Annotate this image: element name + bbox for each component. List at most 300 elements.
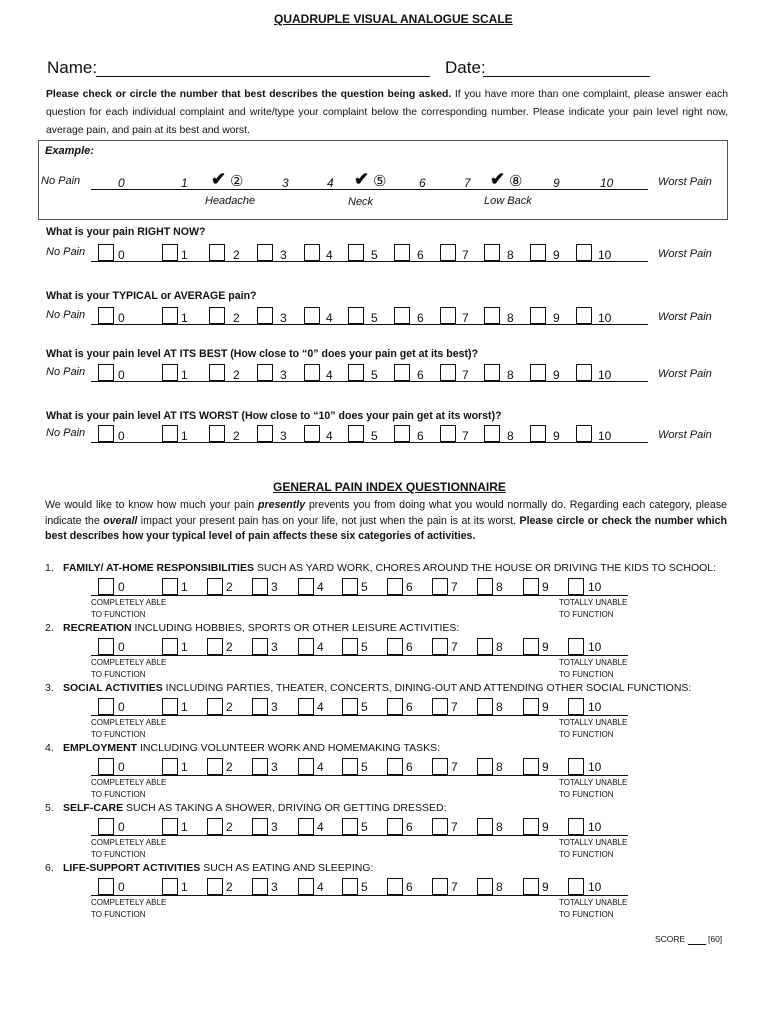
vas-scale-number: 4: [326, 248, 333, 262]
gpi-category-title: RECREATION: [63, 622, 132, 634]
vas-question: What is your pain level AT ITS WORST (How close to “10” does your pain get at its worst)?: [46, 410, 502, 422]
vas-checkbox[interactable]: [576, 244, 592, 261]
gpi-scale-number: 3: [271, 820, 278, 834]
gpi-checkbox[interactable]: [207, 698, 223, 715]
date-label: Date:: [445, 58, 486, 77]
gpi-checkbox[interactable]: [523, 818, 539, 835]
gpi-scale-number: 2: [226, 820, 233, 834]
example-scale-number: 6: [419, 176, 426, 190]
gpi-right-label-2: TO FUNCTION: [559, 790, 614, 799]
vas-scale-number: 2: [233, 248, 240, 262]
gpi-checkbox[interactable]: [523, 878, 539, 895]
gpi-checkbox[interactable]: [98, 638, 114, 655]
gpi-scale-line: [91, 775, 628, 776]
vas-checkbox[interactable]: [348, 364, 364, 381]
vas-scale-number: 4: [326, 311, 333, 325]
vas-scale-number: 8: [507, 311, 514, 325]
vas-scale-number: 5: [371, 248, 378, 262]
gpi-right-label-1: TOTALLY UNABLE: [559, 898, 628, 907]
gpi-checkbox[interactable]: [98, 878, 114, 895]
gpi-category-5: [45, 802, 447, 814]
vas-checkbox[interactable]: [440, 364, 456, 381]
gpi-checkbox[interactable]: [568, 758, 584, 775]
vas-checkbox[interactable]: [209, 244, 225, 261]
gpi-right-label-1: TOTALLY UNABLE: [559, 658, 628, 667]
gpi-scale-number: 10: [588, 760, 602, 774]
gpi-scale-number: 0: [118, 700, 125, 714]
gpi-category-2: [45, 622, 459, 634]
vas-scale-line: [91, 381, 648, 382]
vas-scale-number: 0: [118, 248, 125, 262]
gpi-left-label-2: TO FUNCTION: [91, 670, 146, 679]
gpi-scale-number: 3: [271, 580, 278, 594]
gpi-category-6: [45, 862, 373, 874]
vas-scale-number: 9: [553, 429, 560, 443]
example-scale-number: 9: [553, 176, 560, 190]
vas-scale-number: 10: [598, 368, 612, 382]
gpi-left-label-1: COMPLETELY ABLE: [91, 598, 167, 607]
gpi-checkbox[interactable]: [252, 698, 268, 715]
vas-no-pain-label: No Pain: [46, 427, 86, 439]
vas-scale-number: 3: [280, 248, 287, 262]
gpi-scale-number: 2: [226, 760, 233, 774]
vas-checkbox[interactable]: [257, 364, 273, 381]
gpi-checkbox[interactable]: [477, 578, 493, 595]
gpi-category-desc: SUCH AS TAKING A SHOWER, DRIVING OR GETTING DRESSED:: [123, 802, 447, 814]
gpi-checkbox[interactable]: [252, 878, 268, 895]
example-check-icon: ✔: [490, 169, 506, 189]
gpi-scale-number: 6: [406, 640, 413, 654]
vas-checkbox[interactable]: [257, 425, 273, 442]
gpi-scale-number: 1: [181, 820, 188, 834]
gpi-instructions: [45, 498, 727, 545]
vas-checkbox[interactable]: [440, 244, 456, 261]
vas-scale-number: 2: [233, 429, 240, 443]
gpi-scale-number: 2: [226, 640, 233, 654]
gpi-scale-number: 9: [542, 580, 549, 594]
instructions-bold: Please check or circle the number that best describes the question being asked.: [46, 89, 452, 100]
vas-scale-line: [91, 261, 648, 262]
gpi-scale-number: 10: [588, 580, 602, 594]
vas-checkbox[interactable]: [257, 307, 273, 324]
gpi-category-desc: INCLUDING PARTIES, THEATER, CONCERTS, DINING-OUT AND ATTENDING OTHER SOCIAL FUNCTIONS:: [162, 682, 692, 694]
gpi-scale-number: 8: [496, 760, 503, 774]
gpi-scale-number: 2: [226, 700, 233, 714]
vas-checkbox[interactable]: [209, 364, 225, 381]
gpi-checkbox[interactable]: [298, 878, 314, 895]
gpi-checkbox[interactable]: [162, 758, 178, 775]
gpi-scale-number: 3: [271, 760, 278, 774]
gpi-checkbox[interactable]: [342, 638, 358, 655]
gpi-scale-number: 10: [588, 640, 602, 654]
vas-checkbox[interactable]: [576, 425, 592, 442]
vas-scale-number: 5: [371, 429, 378, 443]
gpi-scale-number: 4: [317, 820, 324, 834]
vas-checkbox[interactable]: [348, 244, 364, 261]
vas-scale-line: [91, 442, 648, 443]
score-max: [60]: [707, 934, 723, 944]
vas-checkbox[interactable]: [484, 364, 500, 381]
gpi-scale-number: 4: [317, 640, 324, 654]
gpi-left-label-1: COMPLETELY ABLE: [91, 838, 167, 847]
vas-worst-pain-label: Worst Pain: [658, 248, 712, 260]
gpi-scale-number: 9: [542, 820, 549, 834]
instructions: [46, 86, 728, 140]
gpi-checkbox[interactable]: [523, 638, 539, 655]
vas-scale-number: 9: [553, 311, 560, 325]
vas-checkbox[interactable]: [394, 244, 410, 261]
vas-scale-number: 7: [462, 311, 469, 325]
gpi-checkbox[interactable]: [207, 758, 223, 775]
vas-worst-pain-label: Worst Pain: [658, 311, 712, 323]
vas-scale-number: 6: [417, 311, 424, 325]
instructions-rest: If you have more than one complaint, please answer each question for each individual complaint and write/type your complaint below the corresponding number. Please indicate your pain level right now, average pain, and pain at its best and worst.: [46, 89, 728, 136]
vas-checkbox[interactable]: [162, 307, 178, 324]
vas-checkbox[interactable]: [394, 364, 410, 381]
vas-scale-number: 2: [233, 311, 240, 325]
gpi-checkbox[interactable]: [387, 758, 403, 775]
vas-checkbox[interactable]: [348, 307, 364, 324]
gpi-scale-number: 5: [361, 580, 368, 594]
example-circled-number: ⑤: [373, 173, 387, 190]
vas-question: What is your pain level AT ITS BEST (How close to “0” does your pain get at its best)?: [46, 348, 479, 360]
gpi-scale-number: 7: [451, 580, 458, 594]
gpi-scale-number: 8: [496, 700, 503, 714]
vas-checkbox[interactable]: [576, 307, 592, 324]
gpi-checkbox[interactable]: [477, 638, 493, 655]
gpi-category-desc: INCLUDING HOBBIES, SPORTS OR OTHER LEISURE ACTIVITIES:: [131, 622, 460, 634]
vas-scale-number: 4: [326, 429, 333, 443]
gpi-scale-number: 7: [451, 640, 458, 654]
gpi-checkbox[interactable]: [98, 698, 114, 715]
gpi-scale-line: [91, 715, 628, 716]
gpi-checkbox[interactable]: [432, 578, 448, 595]
example-scale-number: 0: [118, 176, 125, 190]
vas-scale-number: 0: [118, 368, 125, 382]
vas-worst-pain-label: Worst Pain: [658, 429, 712, 441]
gpi-right-label-1: TOTALLY UNABLE: [559, 838, 628, 847]
gpi-checkbox[interactable]: [568, 638, 584, 655]
example-check-icon: ✔: [211, 169, 227, 189]
vas-checkbox[interactable]: [162, 244, 178, 261]
vas-checkbox[interactable]: [98, 364, 114, 381]
gpi-checkbox[interactable]: [342, 758, 358, 775]
vas-checkbox[interactable]: [484, 244, 500, 261]
gpi-category-number: 4.: [45, 742, 54, 754]
vas-scale-number: 2: [233, 368, 240, 382]
example-no-pain: No Pain: [41, 175, 81, 187]
date-field[interactable]: [483, 76, 650, 77]
gpi-scale-number: 1: [181, 580, 188, 594]
gpi-scale-number: 7: [451, 880, 458, 894]
gpi-checkbox[interactable]: [162, 698, 178, 715]
gpi-checkbox[interactable]: [207, 638, 223, 655]
gpi-checkbox[interactable]: [298, 758, 314, 775]
example-scale-number: 1: [181, 176, 188, 190]
gpi-checkbox[interactable]: [252, 578, 268, 595]
gpi-checkbox[interactable]: [477, 698, 493, 715]
gpi-checkbox[interactable]: [252, 758, 268, 775]
example-complaint-label: Neck: [348, 196, 374, 208]
gpi-checkbox[interactable]: [342, 878, 358, 895]
vas-checkbox[interactable]: [98, 307, 114, 324]
gpi-checkbox[interactable]: [98, 758, 114, 775]
gpi-scale-number: 0: [118, 820, 125, 834]
gpi-category-title: SOCIAL ACTIVITIES: [63, 682, 163, 694]
gpi-checkbox[interactable]: [568, 698, 584, 715]
gpi-scale-number: 4: [317, 580, 324, 594]
vas-checkbox[interactable]: [304, 307, 320, 324]
gpi-category-number: 1.: [45, 562, 54, 574]
gpi-intro-f: Please circle or check the number which best describes how your typical level of pain affects these six categories of activities.: [45, 514, 727, 542]
gpi-scale-number: 2: [226, 580, 233, 594]
gpi-scale-number: 9: [542, 700, 549, 714]
gpi-category-title: SELF-CARE: [63, 802, 124, 814]
gpi-checkbox[interactable]: [162, 878, 178, 895]
gpi-left-label-1: COMPLETELY ABLE: [91, 778, 167, 787]
gpi-checkbox[interactable]: [523, 758, 539, 775]
gpi-checkbox[interactable]: [342, 818, 358, 835]
gpi-scale-number: 8: [496, 580, 503, 594]
vas-checkbox[interactable]: [530, 307, 546, 324]
gpi-scale-number: 8: [496, 880, 503, 894]
gpi-checkbox[interactable]: [207, 578, 223, 595]
vas-checkbox[interactable]: [257, 244, 273, 261]
gpi-checkbox[interactable]: [162, 818, 178, 835]
gpi-checkbox[interactable]: [432, 878, 448, 895]
vas-scale-number: 8: [507, 368, 514, 382]
gpi-right-label-1: TOTALLY UNABLE: [559, 718, 628, 727]
gpi-scale-number: 9: [542, 760, 549, 774]
gpi-right-label-2: TO FUNCTION: [559, 730, 614, 739]
gpi-checkbox[interactable]: [432, 758, 448, 775]
score-blank[interactable]: [688, 934, 706, 945]
gpi-intro-e: impact your present pain has on your life, not just when the pain is at its worst.: [137, 514, 520, 527]
vas-checkbox[interactable]: [394, 425, 410, 442]
vas-scale-number: 9: [553, 368, 560, 382]
gpi-scale-number: 10: [588, 700, 602, 714]
gpi-checkbox[interactable]: [432, 818, 448, 835]
vas-no-pain-label: No Pain: [46, 309, 86, 321]
gpi-scale-line: [91, 835, 628, 836]
gpi-intro-c: prevents you from doing what you would normally do. Regarding each category, please indicate the: [45, 499, 728, 527]
example-scale-line: [91, 189, 648, 190]
vas-scale-number: 9: [553, 248, 560, 262]
gpi-scale-number: 6: [406, 880, 413, 894]
vas-checkbox[interactable]: [440, 425, 456, 442]
gpi-checkbox[interactable]: [523, 698, 539, 715]
gpi-scale-number: 0: [118, 880, 125, 894]
gpi-checkbox[interactable]: [387, 578, 403, 595]
gpi-checkbox[interactable]: [387, 698, 403, 715]
vas-scale-number: 10: [598, 248, 612, 262]
gpi-scale-number: 0: [118, 580, 125, 594]
gpi-intro-b: presently: [257, 499, 306, 511]
vas-scale-number: 0: [118, 429, 125, 443]
score-label: SCORE: [655, 934, 686, 944]
vas-scale-number: 5: [371, 368, 378, 382]
gpi-scale-number: 4: [317, 760, 324, 774]
gpi-checkbox[interactable]: [432, 698, 448, 715]
gpi-scale-number: 4: [317, 700, 324, 714]
vas-checkbox[interactable]: [348, 425, 364, 442]
vas-checkbox[interactable]: [98, 244, 114, 261]
vas-scale-number: 3: [280, 429, 287, 443]
gpi-scale-number: 1: [181, 640, 188, 654]
gpi-category-3: [45, 682, 691, 694]
vas-checkbox[interactable]: [484, 307, 500, 324]
vas-scale-number: 6: [417, 368, 424, 382]
gpi-checkbox[interactable]: [523, 578, 539, 595]
gpi-category-desc: SUCH AS YARD WORK, CHORES AROUND THE HOUSE OR DRIVING THE KIDS TO SCHOOL:: [253, 562, 717, 574]
vas-checkbox[interactable]: [530, 244, 546, 261]
gpi-category-number: 2.: [45, 622, 54, 634]
gpi-right-label-1: TOTALLY UNABLE: [559, 598, 628, 607]
score-row: [655, 934, 722, 945]
gpi-scale-line: [91, 595, 628, 596]
vas-scale-number: 7: [462, 429, 469, 443]
vas-checkbox[interactable]: [209, 425, 225, 442]
gpi-checkbox[interactable]: [252, 818, 268, 835]
gpi-intro-d: overall: [103, 514, 138, 527]
gpi-checkbox[interactable]: [387, 818, 403, 835]
example-worst-pain: Worst Pain: [658, 176, 712, 188]
vas-checkbox[interactable]: [530, 364, 546, 381]
vas-scale-number: 4: [326, 368, 333, 382]
gpi-scale-number: 2: [226, 880, 233, 894]
gpi-right-label-2: TO FUNCTION: [559, 850, 614, 859]
gpi-scale-number: 10: [588, 880, 602, 894]
gpi-checkbox[interactable]: [477, 758, 493, 775]
vas-scale-number: 10: [598, 311, 612, 325]
gpi-checkbox[interactable]: [568, 818, 584, 835]
gpi-checkbox[interactable]: [98, 818, 114, 835]
gpi-checkbox[interactable]: [298, 818, 314, 835]
gpi-checkbox[interactable]: [298, 698, 314, 715]
vas-scale-number: 7: [462, 248, 469, 262]
gpi-checkbox[interactable]: [207, 878, 223, 895]
gpi-scale-number: 1: [181, 700, 188, 714]
gpi-scale-number: 5: [361, 760, 368, 774]
vas-scale-number: 7: [462, 368, 469, 382]
vas-checkbox[interactable]: [209, 307, 225, 324]
gpi-checkbox[interactable]: [162, 638, 178, 655]
gpi-left-label-1: COMPLETELY ABLE: [91, 718, 167, 727]
gpi-scale-number: 1: [181, 880, 188, 894]
vas-scale-number: 8: [507, 248, 514, 262]
vas-scale-number: 6: [417, 248, 424, 262]
vas-question: What is your TYPICAL or AVERAGE pain?: [46, 290, 257, 302]
vas-checkbox[interactable]: [98, 425, 114, 442]
gpi-checkbox[interactable]: [252, 638, 268, 655]
gpi-scale-number: 3: [271, 700, 278, 714]
gpi-scale-number: 5: [361, 640, 368, 654]
gpi-right-label-1: TOTALLY UNABLE: [559, 778, 628, 787]
gpi-category-desc: INCLUDING VOLUNTEER WORK AND HOMEMAKING TASKS:: [137, 742, 441, 754]
vas-scale-number: 1: [181, 311, 188, 325]
vas-checkbox[interactable]: [304, 425, 320, 442]
gpi-scale-number: 3: [271, 880, 278, 894]
vas-no-pain-label: No Pain: [46, 366, 86, 378]
gpi-checkbox[interactable]: [342, 698, 358, 715]
gpi-checkbox[interactable]: [568, 578, 584, 595]
vas-checkbox[interactable]: [304, 364, 320, 381]
gpi-scale-number: 1: [181, 760, 188, 774]
gpi-scale-number: 3: [271, 640, 278, 654]
vas-scale-number: 8: [507, 429, 514, 443]
example-check-icon: ✔: [354, 169, 370, 189]
gpi-scale-number: 6: [406, 820, 413, 834]
gpi-checkbox[interactable]: [477, 878, 493, 895]
gpi-left-label-1: COMPLETELY ABLE: [91, 898, 167, 907]
vas-question: What is your pain RIGHT NOW?: [46, 226, 206, 238]
gpi-checkbox[interactable]: [98, 578, 114, 595]
page-title: QUADRUPLE VISUAL ANALOGUE SCALE: [274, 12, 513, 26]
example-scale-number: 4: [327, 176, 334, 190]
gpi-scale-number: 6: [406, 700, 413, 714]
gpi-left-label-1: COMPLETELY ABLE: [91, 658, 167, 667]
gpi-scale-number: 0: [118, 640, 125, 654]
gpi-left-label-2: TO FUNCTION: [91, 790, 146, 799]
gpi-scale-number: 7: [451, 760, 458, 774]
gpi-scale-number: 7: [451, 820, 458, 834]
vas-checkbox[interactable]: [304, 244, 320, 261]
gpi-scale-number: 9: [542, 640, 549, 654]
gpi-right-label-2: TO FUNCTION: [559, 610, 614, 619]
example-scale-number: 7: [464, 176, 471, 190]
gpi-checkbox[interactable]: [387, 638, 403, 655]
gpi-scale-number: 9: [542, 880, 549, 894]
gpi-scale-number: 5: [361, 700, 368, 714]
vas-scale-line: [91, 324, 648, 325]
gpi-checkbox[interactable]: [477, 818, 493, 835]
gpi-category-title: EMPLOYMENT: [63, 742, 138, 754]
vas-checkbox[interactable]: [440, 307, 456, 324]
gpi-right-label-2: TO FUNCTION: [559, 910, 614, 919]
gpi-scale-number: 4: [317, 880, 324, 894]
gpi-category-1: [45, 562, 716, 574]
gpi-right-label-2: TO FUNCTION: [559, 670, 614, 679]
gpi-scale-line: [91, 655, 628, 656]
gpi-scale-number: 8: [496, 640, 503, 654]
gpi-category-number: 6.: [45, 862, 54, 874]
gpi-category-number: 3.: [45, 682, 54, 694]
vas-scale-number: 1: [181, 248, 188, 262]
gpi-checkbox[interactable]: [298, 638, 314, 655]
vas-checkbox[interactable]: [162, 425, 178, 442]
vas-checkbox[interactable]: [576, 364, 592, 381]
gpi-checkbox[interactable]: [298, 578, 314, 595]
vas-scale-number: 3: [280, 368, 287, 382]
vas-scale-number: 1: [181, 368, 188, 382]
gpi-category-number: 5.: [45, 802, 54, 814]
gpi-checkbox[interactable]: [162, 578, 178, 595]
vas-checkbox[interactable]: [530, 425, 546, 442]
gpi-checkbox[interactable]: [342, 578, 358, 595]
vas-checkbox[interactable]: [484, 425, 500, 442]
gpi-checkbox[interactable]: [207, 818, 223, 835]
vas-checkbox[interactable]: [162, 364, 178, 381]
gpi-checkbox[interactable]: [432, 638, 448, 655]
vas-scale-number: 1: [181, 429, 188, 443]
name-field[interactable]: [96, 76, 430, 77]
gpi-checkbox[interactable]: [568, 878, 584, 895]
gpi-category-title: LIFE-SUPPORT ACTIVITIES: [63, 862, 201, 874]
gpi-scale-number: 5: [361, 820, 368, 834]
gpi-category-title: FAMILY/ AT-HOME RESPONSIBILITIES: [63, 562, 254, 574]
gpi-checkbox[interactable]: [387, 878, 403, 895]
vas-checkbox[interactable]: [394, 307, 410, 324]
